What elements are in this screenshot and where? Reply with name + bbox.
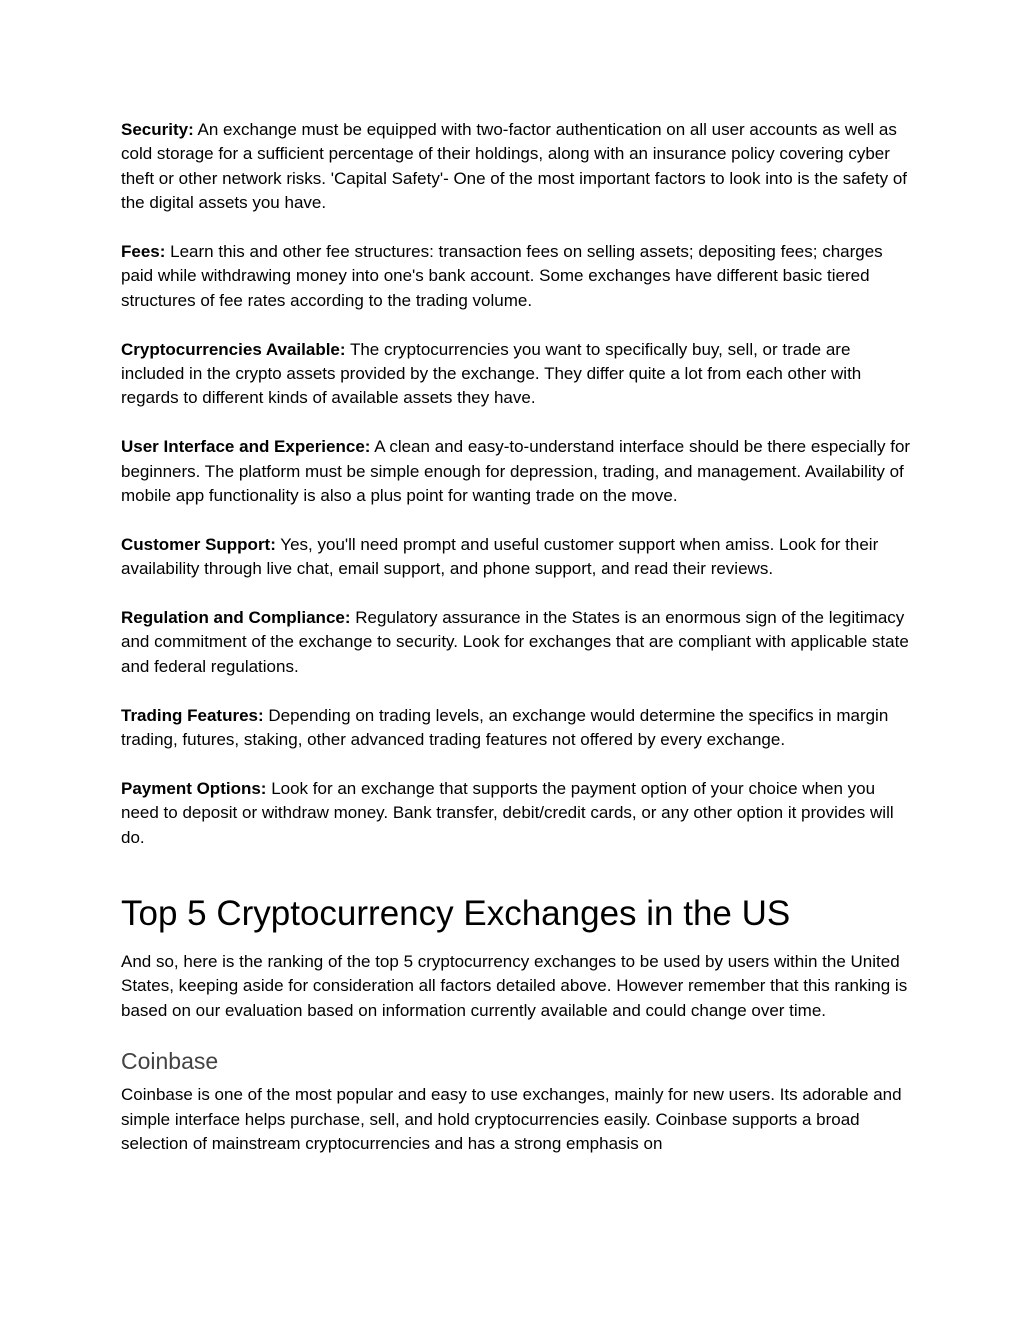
factor-term: Cryptocurrencies Available: xyxy=(121,339,346,359)
factor-text: The cryptocurrencies you want to specifically buy, sell, or trade are included in the crypto assets provided by the exchange. They differ quite a lot from each other with regards to different kinds of available assets they have. xyxy=(121,339,862,408)
factor-user-interface xyxy=(121,435,911,508)
coinbase-text: Coinbase is one of the most popular and easy to use exchanges, mainly for new users. Its adorable and simple interface helps purchase, sell, and hold cryptocurrencies easily. Coinbase supports a broad selection of mainstream cryptocurrencies and has a strong emphasis on xyxy=(121,1085,902,1154)
factor-customer-support xyxy=(121,533,911,582)
factor-text: An exchange must be equipped with two-factor authentication on all user accounts as well as cold storage for a sufficient percentage of their holdings, along with an insurance policy covering cyber theft or other network risks. 'Capital Safety'- One of the most important factors to look into is the safety of the digital assets you have. xyxy=(121,120,908,213)
factor-text: Regulatory assurance in the States is an enormous sign of the legitimacy and commitment of the exchange to security. Look for exchanges that are compliant with applicable state and federal regulations. xyxy=(121,608,909,676)
factor-term: User Interface and Experience: xyxy=(121,437,371,457)
factor-text: Learn this and other fee structures: transaction fees on selling assets; depositing fees; charges paid while withdrawing money into one's bank account. Some exchanges have different basic tiered structures of fee rates according to the trading volume. xyxy=(121,242,883,310)
factor-term: Payment Options: xyxy=(121,778,267,798)
factor-trading-features xyxy=(121,704,911,753)
factor-regulation xyxy=(121,606,911,679)
factor-text: Look for an exchange that supports the payment option of your choice when you need to deposit or withdraw money. Bank transfer, debit/credit cards, or any other option it provides will do. xyxy=(121,778,894,847)
factor-term: Trading Features: xyxy=(121,705,264,725)
factor-text: Yes, you'll need prompt and useful customer support when amiss. Look for their availability through live chat, email support, and phone support, and read their reviews. xyxy=(121,534,879,579)
section-intro: And so, here is the ranking of the top 5 cryptocurrency exchanges to be used by users within the United States, keeping aside for consideration all factors detailed above. However remember that this ranking is based on our evaluation based on information currently available and could change over time. xyxy=(121,952,908,1020)
factor-term: Regulation and Compliance: xyxy=(121,608,351,628)
factor-payment-options xyxy=(121,777,911,850)
factor-text: Depending on trading levels, an exchange would determine the specifics in margin trading, futures, staking, other advanced trading features not offered by every exchange. xyxy=(121,705,889,750)
factor-security xyxy=(121,118,911,216)
coinbase-heading: Coinbase xyxy=(121,1048,219,1075)
factor-fees xyxy=(121,240,911,313)
document-page xyxy=(121,118,911,1181)
factor-term: Fees: xyxy=(121,242,166,262)
factor-term: Customer Support: xyxy=(121,534,276,554)
factor-term: Security: xyxy=(121,120,194,139)
factor-cryptocurrencies-available xyxy=(121,338,911,411)
factor-text: A clean and easy-to-understand interface should be there especially for beginners. The platform must be simple enough for depression, trading, and management. Availability of mobile app functionality is also a plus point for wanting trade on the move. xyxy=(121,437,911,506)
section-heading: Top 5 Cryptocurrency Exchanges in the US xyxy=(121,894,791,934)
